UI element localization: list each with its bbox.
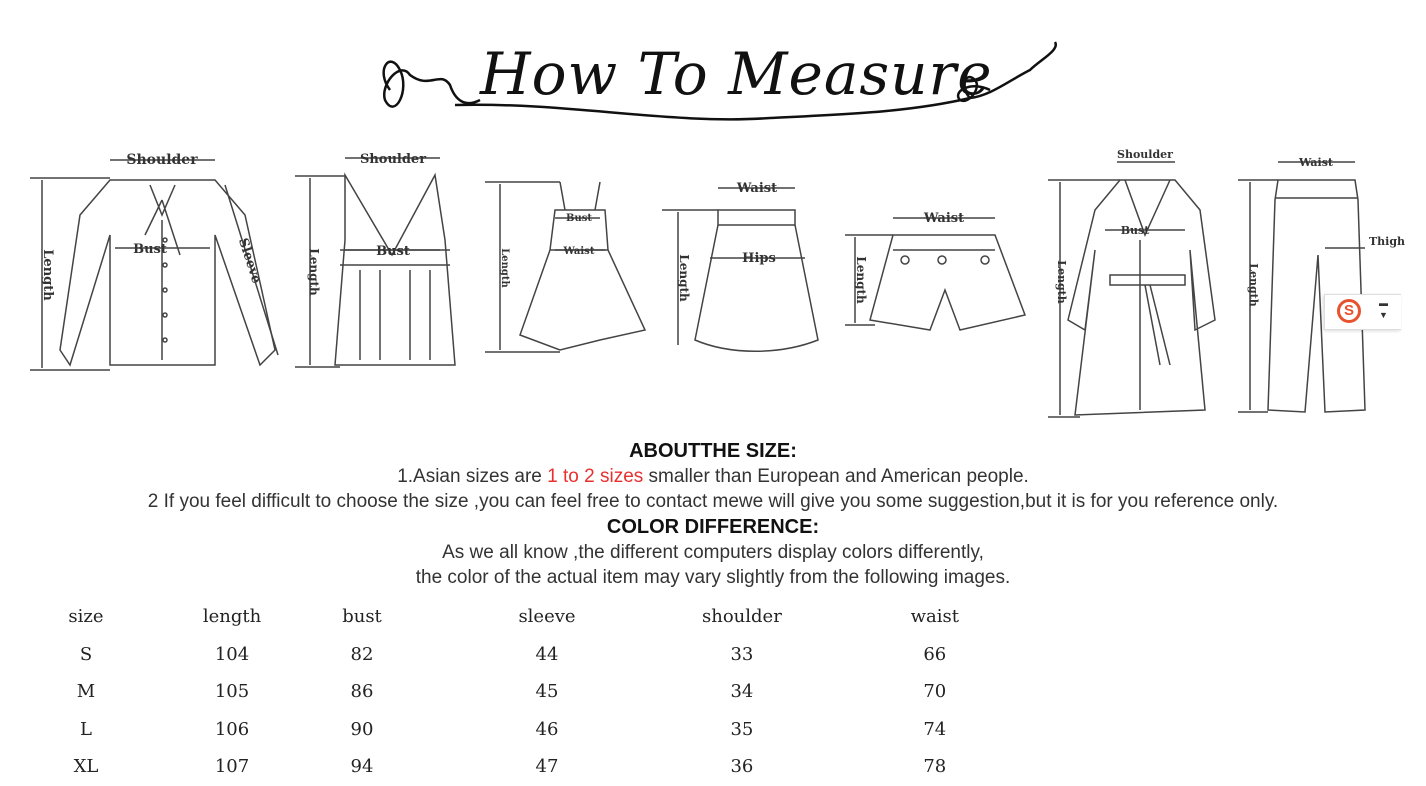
shorts-waist-label: Waist [923, 211, 965, 226]
skirt-length-label: Length [677, 254, 691, 302]
cell-bust: 94 [350, 756, 374, 778]
cell-length: 104 [214, 643, 250, 665]
dress-waist-label: Waist [563, 246, 595, 257]
header-waist: waist [910, 606, 959, 628]
shorts-length-label: Length [854, 256, 868, 304]
shorts-illustration [845, 218, 1025, 330]
cell-sleeve: 47 [535, 756, 559, 778]
dress-bust-label: Bust [566, 213, 592, 224]
vest-bust-label: Bust [376, 244, 410, 259]
about-line-1 [0, 464, 1426, 489]
header-shoulder: shoulder [702, 606, 782, 628]
cell-bust: 86 [350, 681, 374, 703]
cell-sleeve: 46 [535, 718, 559, 740]
about-size-heading: ABOUTTHE SIZE: [629, 440, 797, 462]
cell-size: XL [73, 756, 99, 778]
header-sleeve: sleeve [518, 606, 576, 628]
header-size: size [68, 606, 104, 628]
coat-length-label: Length [1055, 260, 1068, 304]
cell-waist: 70 [923, 681, 947, 703]
shirt-illustration [30, 160, 278, 370]
page-title: How To Measure [480, 40, 993, 108]
coat-bust-label: Bust [1120, 224, 1150, 237]
measure-figures [0, 140, 1426, 430]
about-line-1-prefix: 1.Asian sizes are [397, 466, 548, 487]
cell-waist: 66 [923, 643, 947, 665]
table-row [40, 748, 1088, 786]
cell-sleeve: 45 [535, 681, 559, 703]
s-logo-icon[interactable]: S [1337, 299, 1361, 323]
about-line-1-highlight: 1 to 2 sizes [547, 466, 644, 487]
skirt-waist-label: Waist [736, 181, 778, 196]
coat-shoulder-label: Shoulder [1117, 148, 1173, 161]
shirt-bust-label: Bust [133, 242, 167, 257]
chevron-down-icon[interactable]: ▼ [1379, 310, 1388, 320]
widget-dash-icon: ▬ [1379, 298, 1388, 308]
vest-shoulder-label: Shoulder [359, 152, 427, 167]
header-length: length [202, 606, 262, 628]
shirt-sleeve-label: Sleeve [234, 236, 264, 286]
cell-shoulder: 34 [730, 681, 754, 703]
cell-shoulder: 35 [730, 718, 754, 740]
pants-length-label: Length [1247, 263, 1260, 307]
cell-shoulder: 36 [730, 756, 754, 778]
table-row [40, 673, 1088, 711]
skirt-hips-label: Hips [742, 251, 776, 266]
size-table [40, 598, 1088, 786]
shirt-shoulder-label: Shoulder [126, 152, 198, 168]
vest-length-label: Length [307, 248, 321, 296]
coat-illustration [1048, 162, 1215, 417]
table-row [40, 636, 1088, 674]
cell-length: 106 [214, 718, 250, 740]
cell-size: L [80, 718, 92, 740]
cell-length: 107 [214, 756, 250, 778]
color-difference-heading: COLOR DIFFERENCE: [606, 516, 820, 538]
cell-size: M [76, 681, 96, 703]
floating-widget[interactable] [1324, 294, 1401, 330]
cell-shoulder: 33 [730, 643, 754, 665]
header-bust: bust [342, 606, 382, 628]
cell-bust: 82 [350, 643, 374, 665]
about-section [0, 438, 1426, 590]
about-line-2: 2 If you feel difficult to choose the size ,you can feel free to contact mewe will give you some suggestion,but it is for you reference only. [147, 491, 1279, 512]
dress-length-label: Length [499, 248, 510, 288]
cell-waist: 74 [923, 718, 947, 740]
color-line-2: the color of the actual item may vary slightly from the following images. [415, 567, 1011, 588]
cell-length: 105 [214, 681, 250, 703]
shirt-length-label: Length [40, 249, 55, 301]
pants-waist-label: Waist [1299, 156, 1333, 169]
cell-size: S [79, 643, 93, 665]
cell-sleeve: 44 [535, 643, 559, 665]
about-line-1-suffix: smaller than European and American people. [643, 466, 1029, 487]
table-row [40, 711, 1088, 749]
pants-thigh-label: Thigh [1368, 235, 1406, 248]
size-table-header [40, 598, 1088, 636]
title-banner [370, 30, 1070, 130]
cell-bust: 90 [350, 718, 374, 740]
cell-waist: 78 [923, 756, 947, 778]
color-line-1: As we all know ,the different computers display colors differently, [442, 542, 984, 563]
